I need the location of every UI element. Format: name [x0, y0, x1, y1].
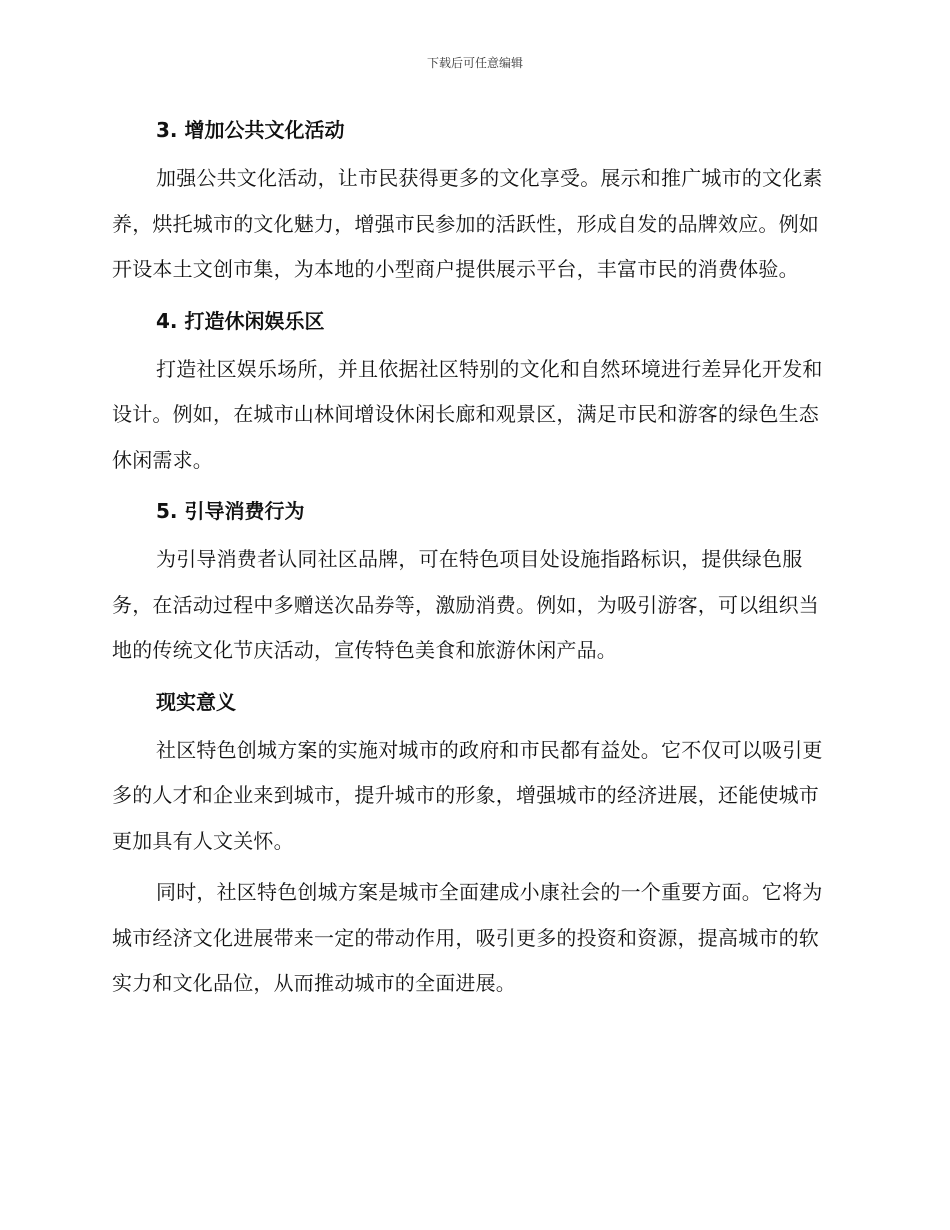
section-heading-significance: 现实意义: [156, 689, 236, 714]
document-body: [112, 108, 832, 1007]
section-paragraph-5: 为引导消费者认同社区品牌，可在特色项目处设施指路标识，提供绿色服务，在活动过程中多赠送次品券等，激励消费。例如，为吸引游客，可以组织当地的传统文化节庆活动，宣传特色美食和旅游休闲产品。: [112, 547, 819, 662]
section-heading-3: 3. 增加公共文化活动: [156, 118, 345, 142]
section-heading-5: 5. 引导消费行为: [156, 499, 305, 523]
significance-paragraph-1: 社区特色创城方案的实施对城市的政府和市民都有益处。它不仅可以吸引更多的人才和企业来到城市，提升城市的形象，增强城市的经济进展，还能使城市更加具有人文关怀。: [112, 737, 823, 853]
section-paragraph-3: 加强公共文化活动，让市民获得更多的文化享受。展示和推广城市的文化素养，烘托城市的文化魅力，增强市民参加的活跃性，形成自发的品牌效应。例如开设本土文创市集，为本地的小型商户提供展示平台，丰富市民的消费体验。: [112, 166, 823, 281]
section-paragraph-4: 打造社区娱乐场所，并且依据社区特别的文化和自然环境进行差异化开发和设计。例如，在城市山林间增设休闲长廊和观景区，满足市民和游客的绿色生态休闲需求。: [112, 356, 823, 472]
header-note: 下载后可任意编辑: [426, 56, 523, 70]
section-heading-4: 4. 打造休闲娱乐区: [156, 308, 325, 333]
significance-paragraph-2: 同时，社区特色创城方案是城市全面建成小康社会的一个重要方面。它将为城市经济文化进展带来一定的带动作用，吸引更多的投资和资源，提高城市的软实力和文化品位，从而推动城市的全面进展。: [112, 880, 823, 995]
